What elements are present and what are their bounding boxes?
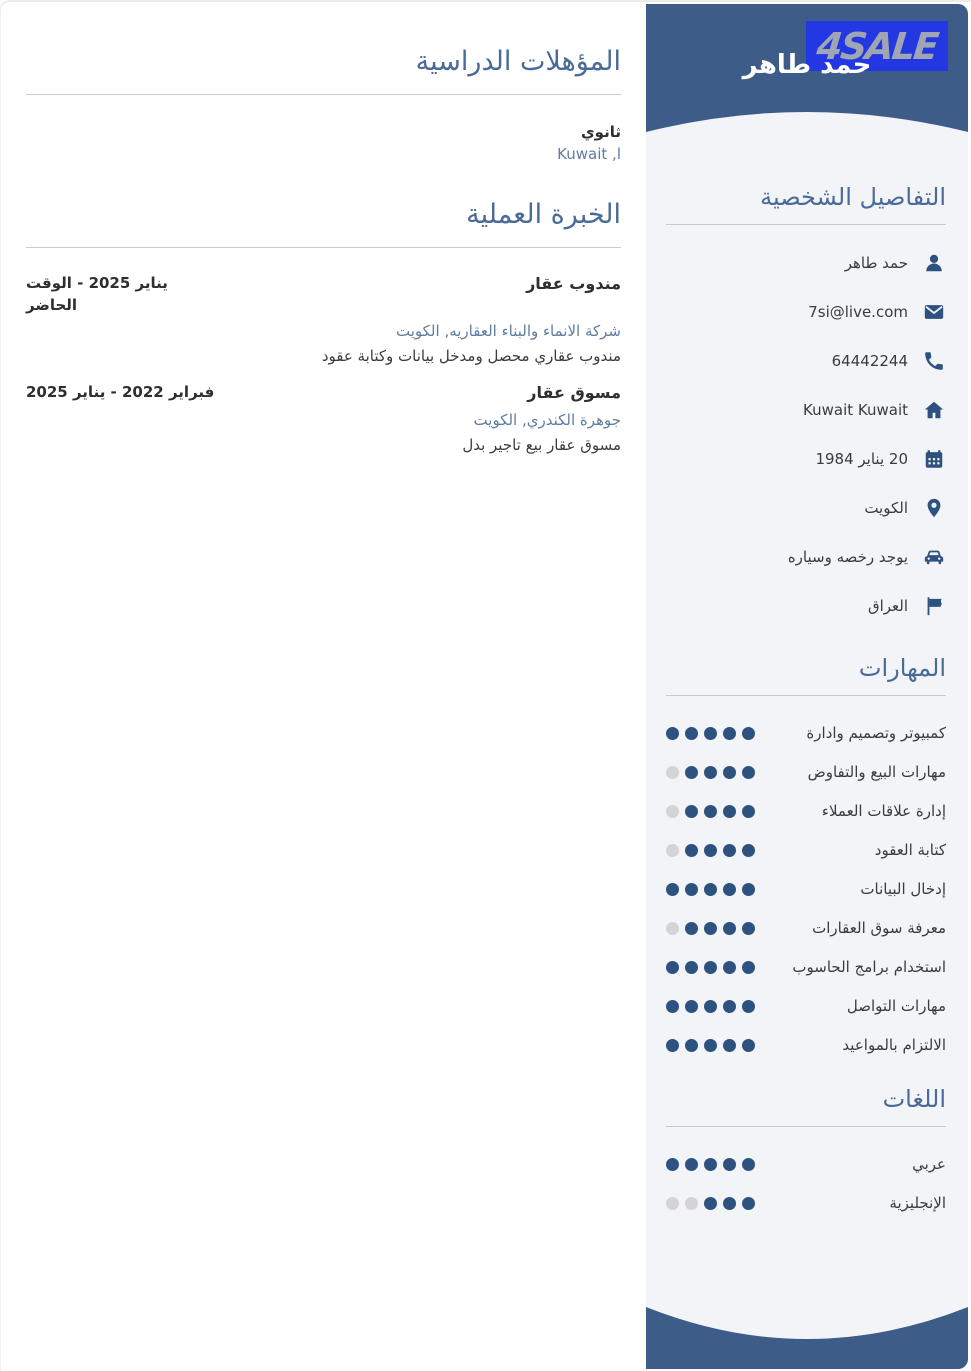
skill-rating: [666, 922, 755, 935]
rating-dot-filled: [666, 1039, 679, 1052]
rating-dot-empty: [666, 766, 679, 779]
rating-dot-filled: [723, 1197, 736, 1210]
detail-item-driving-license: [666, 545, 946, 569]
rating-dot-filled: [742, 805, 755, 818]
rating-dot-filled: [723, 805, 736, 818]
rating-dot-filled: [704, 805, 717, 818]
job-title: مسوق عقار: [527, 383, 621, 402]
rating-dot-filled: [704, 1197, 717, 1210]
rating-dot-filled: [666, 727, 679, 740]
detail-value: 7si@live.com: [808, 303, 908, 321]
rating-dot-filled: [742, 922, 755, 935]
rating-dot-filled: [742, 1039, 755, 1052]
skill-row: [666, 956, 946, 978]
job-company: شركة الانماء والبناء العقاريه, الكويت: [396, 322, 621, 340]
job-title: مندوب عقار: [526, 274, 621, 293]
detail-item-birthdate: [666, 447, 946, 471]
rating-dot-filled: [704, 1039, 717, 1052]
rating-dot-filled: [685, 922, 698, 935]
skill-row: [666, 995, 946, 1017]
rating-dot-filled: [666, 883, 679, 896]
education-section: [26, 44, 621, 165]
detail-value: يوجد رخصه وسياره: [787, 548, 908, 566]
rating-dot-filled: [723, 844, 736, 857]
skill-rating: [666, 727, 755, 740]
skill-rating: [666, 844, 755, 857]
section-divider: [26, 94, 621, 95]
languages-section: [666, 1084, 946, 1214]
skill-label: كتابة العقود: [874, 841, 946, 859]
rating-dot-filled: [742, 1158, 755, 1171]
rating-dot-filled: [666, 1158, 679, 1171]
footer-curve-shape: [646, 1305, 968, 1369]
job-header: [26, 272, 621, 316]
car-icon: [922, 545, 946, 569]
skill-row: [666, 917, 946, 939]
flag-icon: [922, 594, 946, 618]
rating-dot-filled: [685, 961, 698, 974]
section-divider: [666, 1126, 946, 1127]
rating-dot-filled: [704, 1000, 717, 1013]
languages-heading: اللغات: [882, 1085, 946, 1113]
skills-heading: المهارات: [858, 654, 946, 682]
section-divider: [666, 695, 946, 696]
section-divider: [666, 224, 946, 225]
rating-dot-filled: [723, 1000, 736, 1013]
rating-dot-filled: [723, 766, 736, 779]
detail-item-address: [666, 398, 946, 422]
job-header: [26, 381, 621, 405]
rating-dot-filled: [685, 805, 698, 818]
skill-label: معرفة سوق العقارات: [812, 919, 946, 937]
skill-label: إدخال البيانات: [860, 880, 946, 898]
degree-name: ثانوي: [580, 123, 621, 141]
rating-dot-filled: [685, 844, 698, 857]
skill-row: [666, 1034, 946, 1056]
personal-details-heading: التفاصيل الشخصية: [760, 183, 946, 211]
job-list: [26, 272, 621, 456]
rating-dot-empty: [666, 844, 679, 857]
rating-dot-empty: [666, 1197, 679, 1210]
rating-dot-filled: [742, 844, 755, 857]
skill-label: استخدام برامج الحاسوب: [792, 958, 946, 976]
user-icon: [922, 251, 946, 275]
rating-dot-filled: [723, 1039, 736, 1052]
rating-dot-filled: [685, 1039, 698, 1052]
job-company: جوهرة الكندري, الكويت: [473, 411, 621, 429]
detail-item-location: [666, 496, 946, 520]
detail-value: 64442244: [831, 352, 908, 370]
section-divider: [26, 247, 621, 248]
rating-dot-filled: [704, 727, 717, 740]
home-icon: [922, 398, 946, 422]
detail-value: حمد طاهر: [844, 254, 908, 272]
rating-dot-filled: [704, 961, 717, 974]
detail-item-nationality: [666, 594, 946, 618]
job-description: مسوق عقار بيع تاجير بدل: [462, 436, 621, 454]
detail-item-phone: [666, 349, 946, 373]
skill-row: [666, 839, 946, 861]
language-row: [666, 1192, 946, 1214]
rating-dot-filled: [666, 1000, 679, 1013]
institution-name: ا, Kuwait: [557, 145, 621, 163]
experience-heading: الخبرة العملية: [466, 199, 621, 230]
detail-value: الكويت: [864, 499, 908, 517]
skill-row: [666, 800, 946, 822]
skill-rating: [666, 766, 755, 779]
calendar-icon: [922, 447, 946, 471]
rating-dot-empty: [666, 805, 679, 818]
language-rating: [666, 1197, 755, 1210]
phone-icon: [922, 349, 946, 373]
skill-row: [666, 878, 946, 900]
rating-dot-empty: [666, 922, 679, 935]
skill-rating: [666, 1039, 755, 1052]
language-row: [666, 1153, 946, 1175]
detail-item-email: [666, 300, 946, 324]
rating-dot-filled: [742, 961, 755, 974]
rating-dot-filled: [685, 1158, 698, 1171]
rating-dot-filled: [704, 922, 717, 935]
rating-dot-filled: [742, 883, 755, 896]
rating-dot-filled: [704, 883, 717, 896]
skill-label: إدارة علاقات العملاء: [821, 802, 946, 820]
rating-dot-filled: [685, 883, 698, 896]
language-label: الإنجليزية: [889, 1194, 946, 1212]
rating-dot-filled: [685, 727, 698, 740]
rating-dot-filled: [685, 766, 698, 779]
skill-rating: [666, 805, 755, 818]
experience-section: [26, 197, 621, 456]
skill-label: مهارات البيع والتفاوض: [807, 763, 946, 781]
personal-details-section: [666, 182, 946, 618]
rating-dot-filled: [723, 883, 736, 896]
rating-dot-filled: [704, 844, 717, 857]
skill-label: كمبيوتر وتصميم وادارة: [806, 724, 946, 742]
skill-rating: [666, 1000, 755, 1013]
sidebar: [646, 4, 968, 1369]
skill-row: [666, 761, 946, 783]
envelope-icon: [922, 300, 946, 324]
rating-dot-filled: [704, 1158, 717, 1171]
detail-value: العراق: [867, 597, 908, 615]
language-rating: [666, 1158, 755, 1171]
education-heading: المؤهلات الدراسية: [415, 46, 621, 77]
job-description: مندوب عقاري محصل ومدخل بيانات وكتابة عقود: [321, 347, 621, 365]
rating-dot-filled: [742, 1000, 755, 1013]
main-content: [1, 2, 646, 1371]
sidebar-content: [646, 4, 968, 1214]
candidate-name: حمد طاهر: [742, 50, 872, 80]
detail-value: 20 يناير 1984: [815, 450, 908, 468]
rating-dot-filled: [742, 766, 755, 779]
rating-dot-filled: [685, 1000, 698, 1013]
rating-dot-filled: [723, 922, 736, 935]
job-dates: فبراير 2022 - يناير 2025: [26, 383, 215, 401]
sidebar-footer: [646, 1305, 968, 1369]
rating-dot-filled: [742, 1197, 755, 1210]
rating-dot-filled: [666, 961, 679, 974]
detail-value: Kuwait Kuwait: [803, 401, 908, 419]
skill-rating: [666, 883, 755, 896]
map-pin-icon: [922, 496, 946, 520]
rating-dot-filled: [723, 1158, 736, 1171]
rating-dot-filled: [704, 766, 717, 779]
rating-dot-filled: [723, 727, 736, 740]
skill-row: [666, 722, 946, 744]
language-label: عربي: [912, 1155, 946, 1173]
rating-dot-empty: [685, 1197, 698, 1210]
job-entry: [26, 272, 621, 367]
skill-rating: [666, 961, 755, 974]
skills-section: [666, 653, 946, 1056]
skill-label: الالتزام بالمواعيد: [842, 1036, 946, 1054]
rating-dot-filled: [742, 727, 755, 740]
job-dates: يناير 2025 - الوقت الحاضر: [26, 274, 168, 314]
job-entry: [26, 381, 621, 456]
rating-dot-filled: [723, 961, 736, 974]
detail-item-name: [666, 251, 946, 275]
forsale-logo-text: 4SALE: [814, 24, 940, 68]
education-entry: [26, 121, 621, 165]
skill-label: مهارات التواصل: [846, 997, 946, 1015]
